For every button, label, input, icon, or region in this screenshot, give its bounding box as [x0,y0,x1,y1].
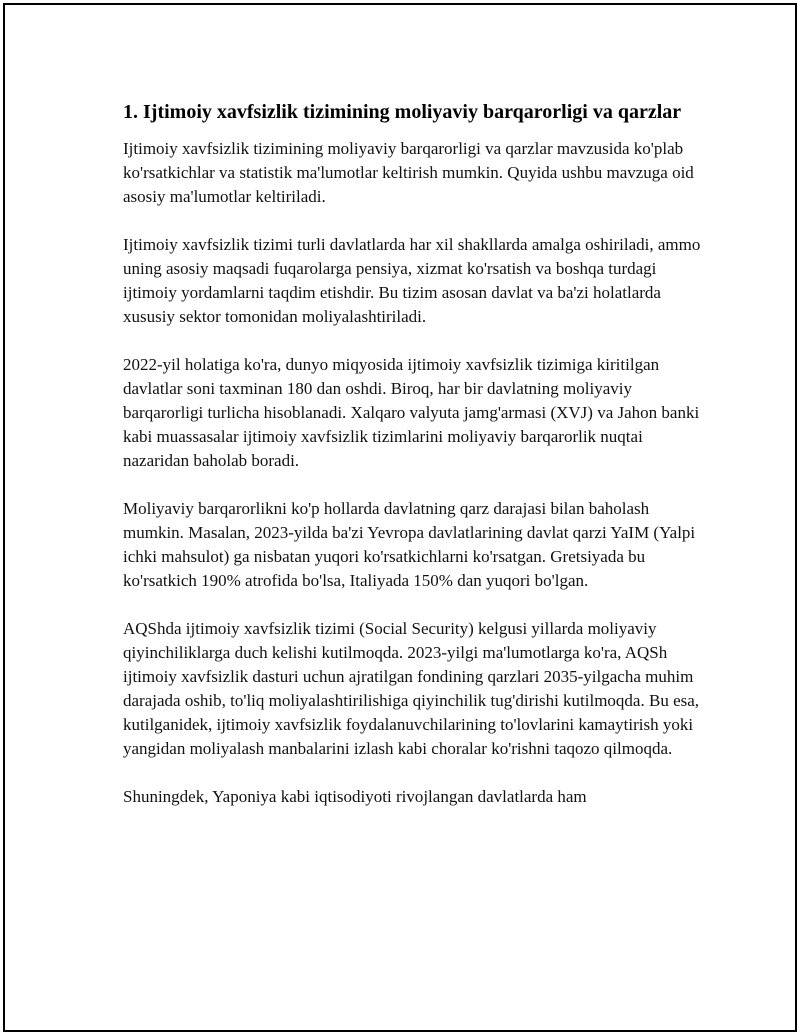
page-frame [3,3,797,1032]
paragraph-debt-levels: Moliyaviy barqarorlikni ko'p hollarda davlatning qarz darajasi bilan baholash mumkin. Masalan, 2023-yilda ba'zi Yevropa davlatlarining davlat qarzi YaIM (Yalpi ichki mahsulot) ga nisbatan yuqori ko'rsatkichlarni ko'rsatgan. Gretsiyada bu ko'rsatkich 190% atrofida bo'lsa, Italiyada 150% dan yuqori bo'lgan. [123,499,696,590]
section-heading: 1. Ijtimoiy xavfsizlik tizimining moliyaviy barqarorligi va qarzlar [123,101,682,123]
document-body [123,97,703,833]
paragraph-japan: Shuningdek, Yaponiya kabi iqtisodiyoti rivojlangan davlatlarda ham [123,787,587,806]
paragraph-global-stats: 2022-yil holatiga ko'ra, dunyo miqyosida ijtimoiy xavfsizlik tizimiga kiritilgan davlatlar soni taxminan 180 dan oshdi. Biroq, har bir davlatning moliyaviy barqarorligi turlicha hisoblanadi. Xalqaro valyuta jamg'armasi (XVJ) va Jahon banki kabi muassasalar ijtimoiy xavfsizlik tizimlarini moliyaviy barqarorlik nuqtai nazaridan baholab boradi. [123,355,700,470]
paragraph-intro: Ijtimoiy xavfsizlik tizimining moliyaviy barqarorligi va qarzlar mavzusida ko'plab ko'rsatkichlar va statistik ma'lumotlar keltirish mumkin. Quyida ushbu mavzuga oid asosiy ma'lumotlar keltiriladi. [123,139,694,206]
paragraph-usa-social-security: AQShda ijtimoiy xavfsizlik tizimi (Social Security) kelgusi yillarda moliyaviy qiyinchiliklarga duch kelishi kutilmoqda. 2023-yilgi ma'lumotlarga ko'ra, AQSh ijtimoiy xavfsizlik dasturi uchun ajratilgan fondining qarzlari 2035-yilgacha muhim darajada oshib, to'liq moliyalashtirilishiga qiyinchilik tug'dirishi kutilmoqda. Bu esa, kutilganidek, ijtimoiy xavfsizlik foydalanuvchilarining to'lovlarini kamaytirish yoki yangidan moliyalash manbalarini izlash kabi choralar ko'rishni taqozo qilmoqda. [123,619,700,758]
paragraph-system-overview: Ijtimoiy xavfsizlik tizimi turli davlatlarda har xil shakllarda amalga oshiriladi, ammo uning asosiy maqsadi fuqarolarga pensiya, xizmat ko'rsatish va boshqa turdagi ijtimoiy yordamlarni taqdim etishdir. Bu tizim asosan davlat va ba'zi holatlarda xususiy sektor tomonidan moliyalashtiriladi. [123,235,701,326]
